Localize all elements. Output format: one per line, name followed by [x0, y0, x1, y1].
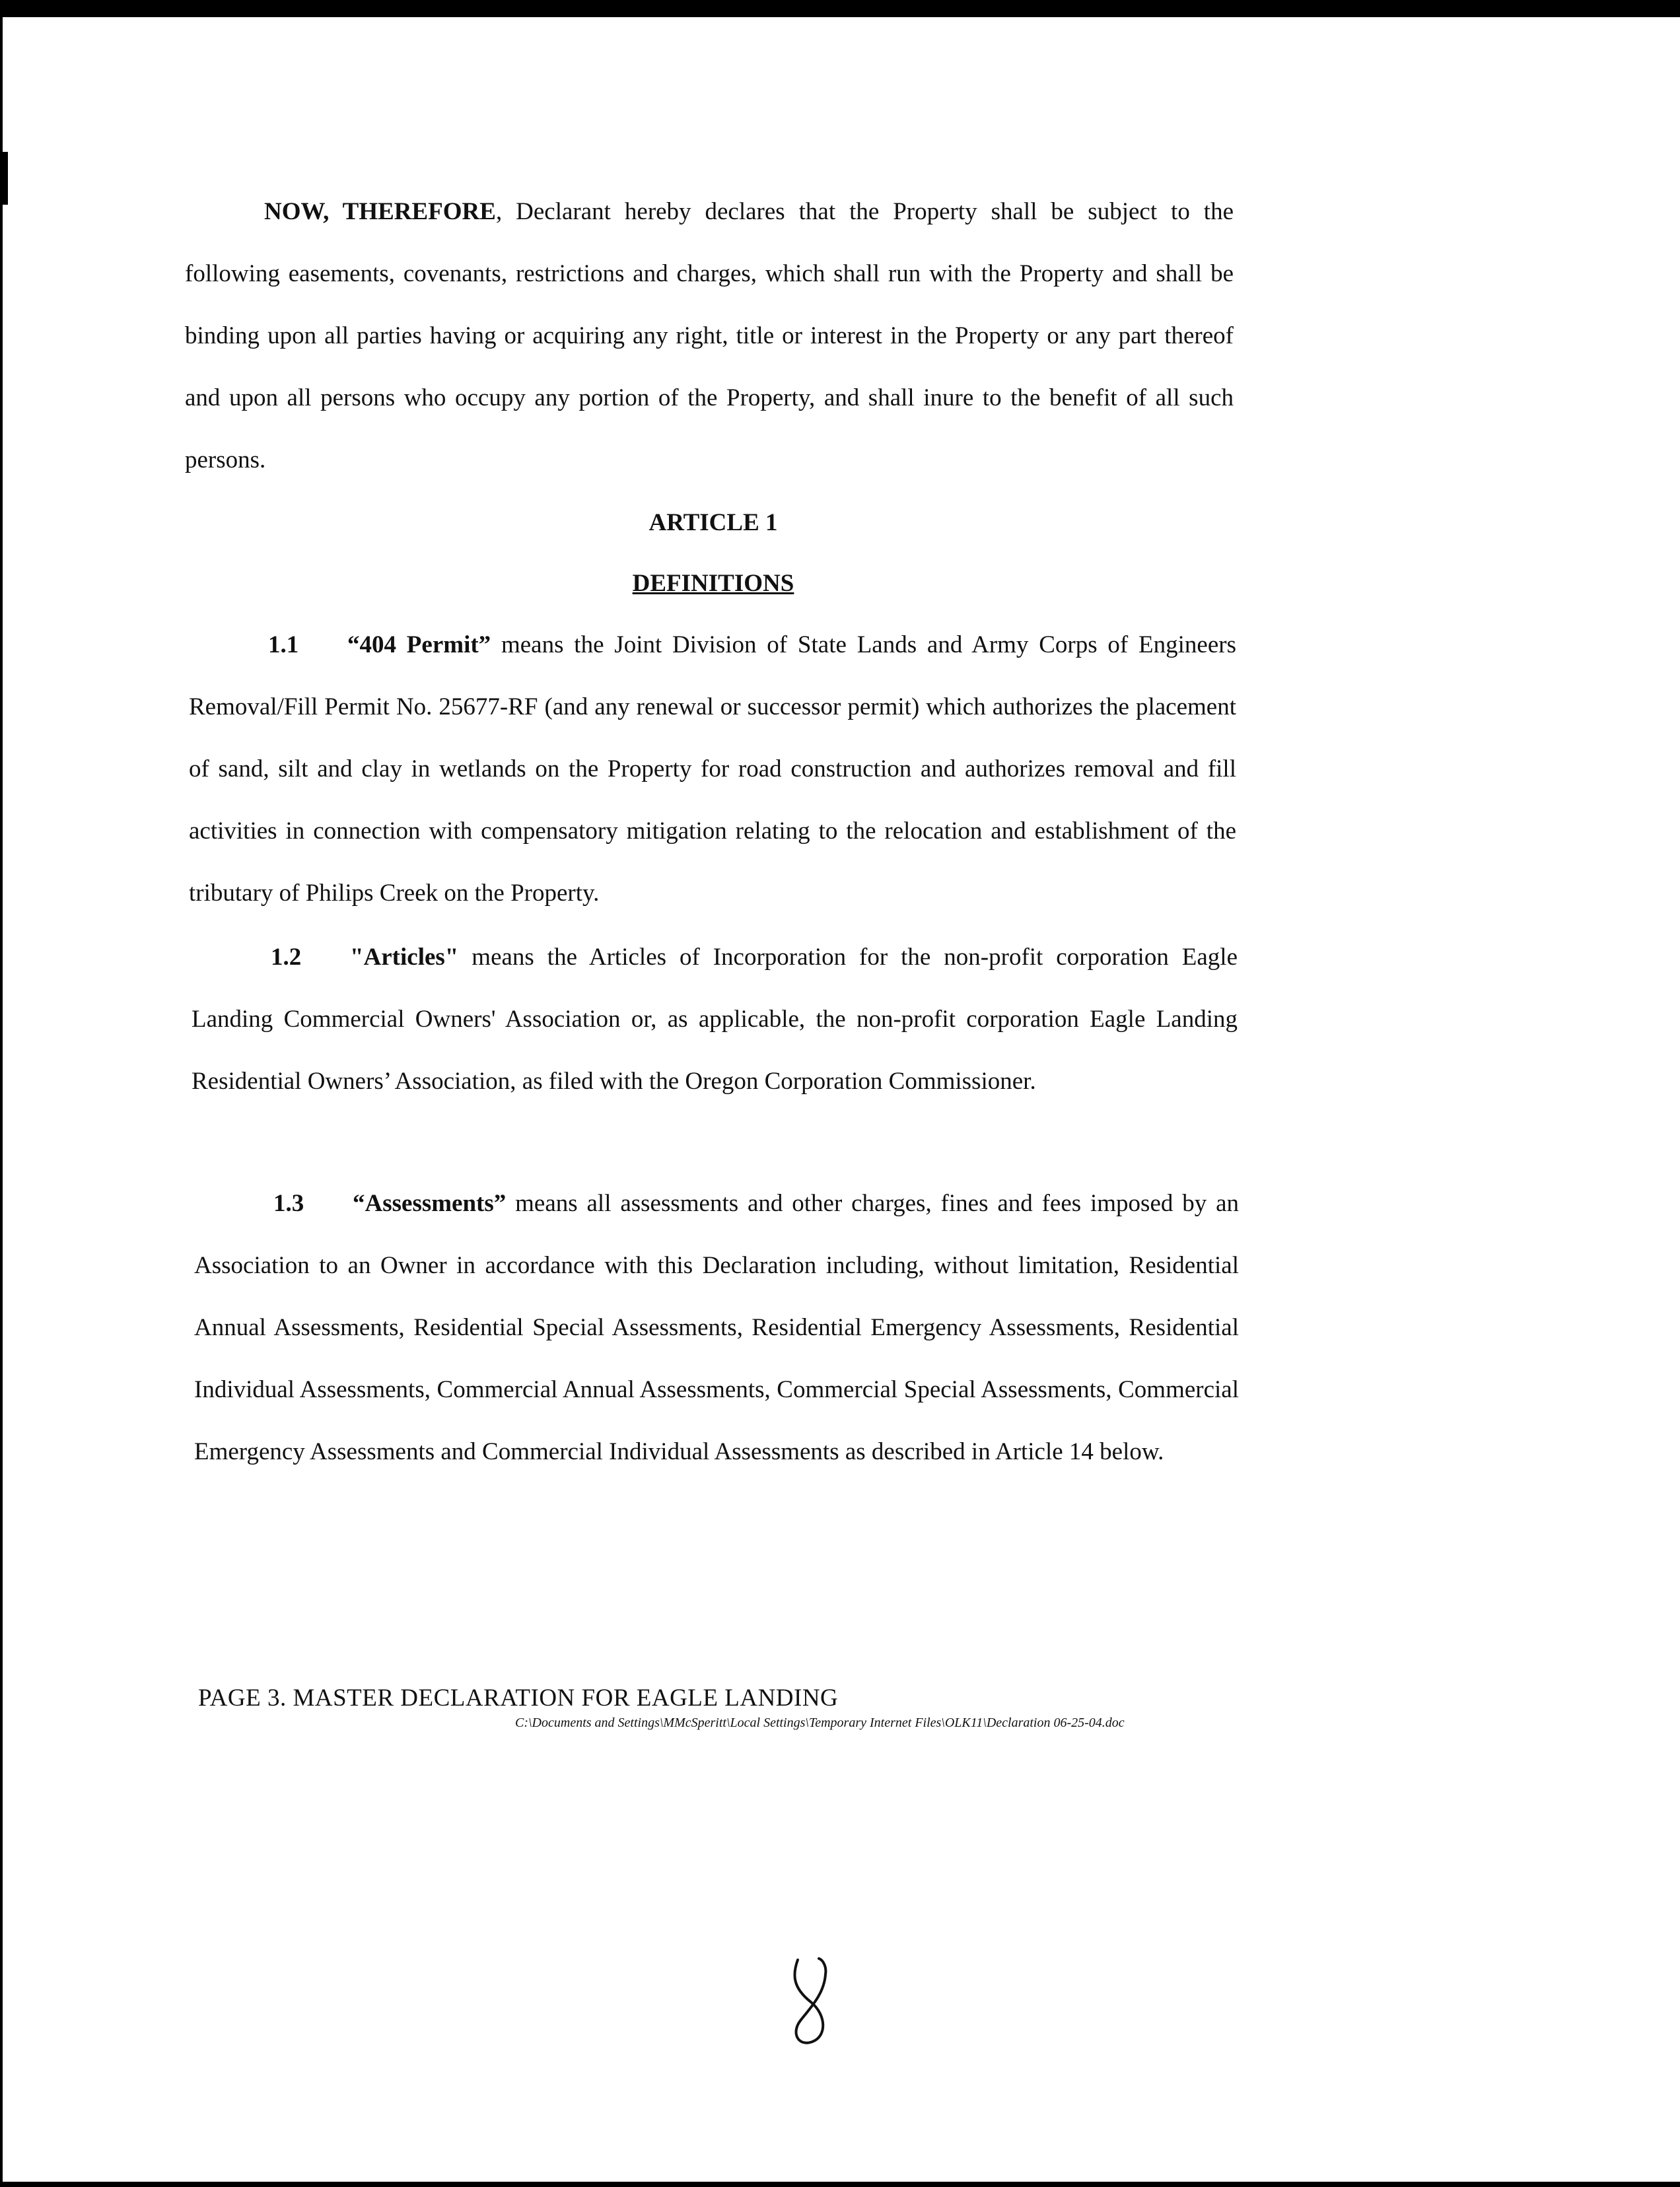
- footer-file-path: C:\Documents and Settings\MMcSperitt\Local Settings\Temporary Internet Files\OLK11\Declaration 06-25-04.doc: [515, 1716, 1125, 1730]
- definition-number: 1.3: [273, 1190, 304, 1217]
- definition-term: “Assessments”: [353, 1190, 507, 1217]
- article-title: [0, 569, 1426, 598]
- intro-lead: NOW, THEREFORE: [264, 198, 496, 225]
- definition-text: means the Articles of Incorporation for the non-profit corporation Eagle Landing Commercial Owners' Association or, as applicable, the non-profit corporation Eagle Landing Residential Owners’ Association, as filed with the Oregon Corporation Commissioner.: [192, 944, 1238, 1095]
- article-number: [0, 508, 1426, 537]
- definition-number: 1.2: [271, 944, 302, 971]
- definition-1-3: [194, 1173, 1239, 1483]
- definition-term: “404 Permit”: [347, 631, 491, 658]
- definition-text: means all assessments and other charges, fines and fees imposed by an Association to an Owner in accordance with this Declaration including, without limitation, Residential Annual Assessments, Residential Special Assessments, Residential Emergency Assessments, Residential Individual Assessments, Commercial Annual Assessments, Commercial Special Assessments, Commercial Emergency Assessments and Commercial Individual Assessments as described in Article 14 below.: [194, 1190, 1239, 1465]
- definition-1-1: [189, 614, 1236, 924]
- footer-page-title: PAGE 3. MASTER DECLARATION FOR EAGLE LANDING: [198, 1684, 839, 1712]
- handwritten-page-number: [773, 1955, 852, 2060]
- article-title-text: DEFINITIONS: [632, 570, 794, 597]
- definition-term: "Articles": [350, 944, 459, 971]
- definition-text: means the Joint Division of State Lands and Army Corps of Engineers Removal/Fill Permit No. 25677-RF (and any renewal or successor permit) which authorizes the placement of sand, silt and clay in wetlands on the Property for road construction and authorizes removal and fill activities in connection with compensatory mitigation relating to the relocation and establishment of the tributary of Philips Creek on the Property.: [189, 631, 1236, 907]
- article-number-text: ARTICLE 1: [648, 509, 778, 536]
- intro-paragraph: [185, 181, 1234, 491]
- definition-number: 1.1: [268, 631, 299, 658]
- definition-1-2: [192, 926, 1238, 1113]
- intro-text: , Declarant hereby declares that the Property shall be subject to the following easements, covenants, restrictions and charges, which shall run with the Property and shall be binding upon all parties having or acquiring any right, title or interest in the Property or any part thereof and upon all persons who occupy any portion of the Property, and shall inure to the benefit of all such persons.: [185, 198, 1234, 473]
